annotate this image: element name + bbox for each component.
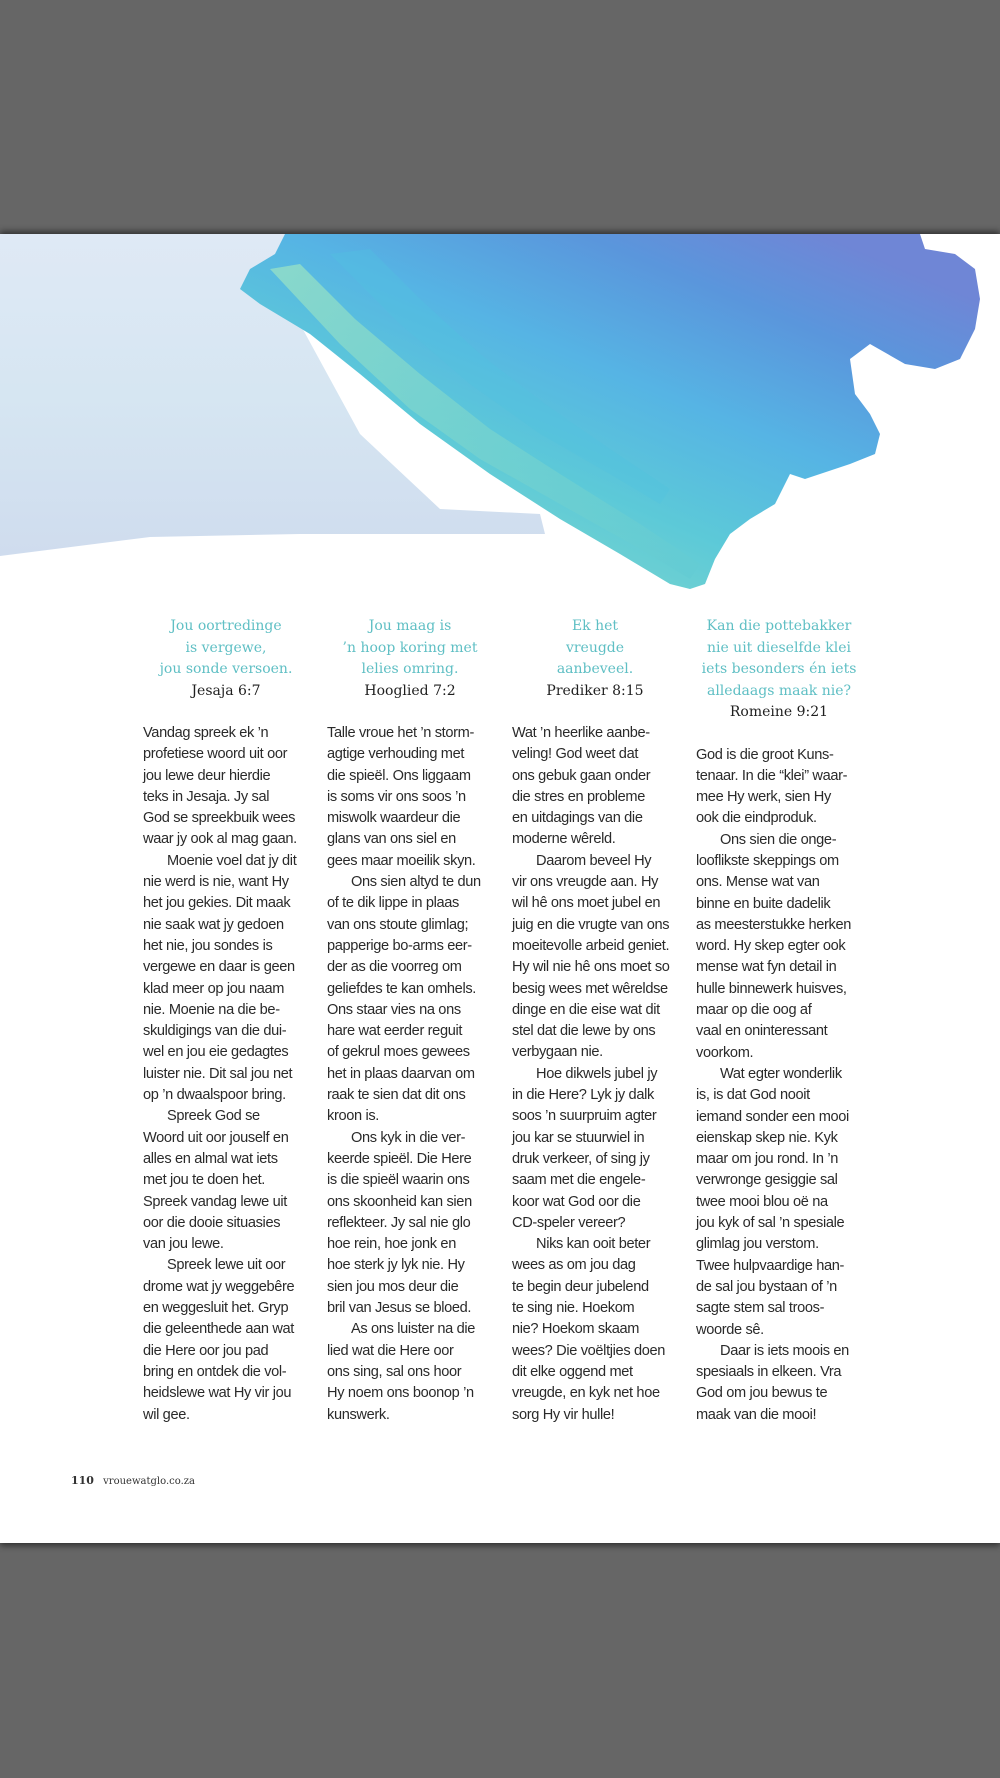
body-line: Wat egter wonderlik <box>720 1065 842 1082</box>
body-line: glimlag jou verstom. <box>696 1236 819 1253</box>
body-line: raak te sien dat dit ons <box>327 1087 466 1104</box>
body-line: hoe rein, hoe jonk en <box>327 1236 456 1253</box>
body-line: Daar is iets moois en <box>720 1342 849 1359</box>
body-line: vaal en oninteressant <box>696 1023 828 1040</box>
body-line: As ons luister na die <box>351 1321 476 1338</box>
quote-line: alledaags maak nie? <box>706 682 852 699</box>
scripture-reference: Prediker 8:15 <box>546 682 644 699</box>
body-line: moeitevolle arbeid geniet. <box>512 937 670 954</box>
body-line: veling! God weet dat <box>512 746 639 763</box>
body-line: soos ’n suurpruim agter <box>512 1108 657 1125</box>
body-line: voorkom. <box>696 1044 754 1061</box>
page-number: 110 <box>71 1474 94 1487</box>
body-line: drome wat jy weggebêre <box>143 1278 295 1295</box>
body-line: God se spreekbuik wees <box>143 810 296 827</box>
body-line: dinge en die eise wat dit <box>512 1001 660 1018</box>
devotion-column-1 <box>143 616 309 1426</box>
body-line: die Here oor jou pad <box>143 1342 269 1359</box>
body-line: Ons sien altyd te dun <box>351 874 481 891</box>
body-line: lied wat die Here oor <box>327 1342 454 1359</box>
body-line: Daarom beveel Hy <box>536 852 652 869</box>
body-line: ons sing, sal ons hoor <box>327 1363 462 1380</box>
body-line: en uitdagings van die <box>512 810 643 827</box>
body-line: oor die dooie situasies <box>143 1214 281 1231</box>
body-line: twee mooi blou oë na <box>696 1193 828 1210</box>
devotion-column-2 <box>327 616 493 1426</box>
body-line: van ons stoute glimlag; <box>327 916 469 933</box>
body-line: Ons kyk in die ver- <box>351 1129 466 1146</box>
body-line: woorde sê. <box>696 1321 764 1338</box>
devotion-body <box>696 745 862 1427</box>
body-line: Wat ’n heerlike aanbe- <box>512 725 650 741</box>
body-line: jou lewe deur hierdie <box>143 767 271 784</box>
body-line: maak van die mooi! <box>696 1406 817 1423</box>
body-line: teks in Jesaja. Jy sal <box>143 788 270 805</box>
body-line: nie werd is nie, want Hy <box>143 874 289 891</box>
body-line: die spieël. Ons liggaam <box>327 767 471 784</box>
body-line: en weggesluit het. Gryp <box>143 1300 289 1317</box>
body-line: kunswerk. <box>327 1406 390 1423</box>
body-line: papperige bo-arms eer- <box>327 937 472 954</box>
devotion-body <box>512 723 678 1426</box>
body-line: heidslewe wat Hy vir jou <box>143 1385 292 1402</box>
body-line: CD-speler vereer? <box>512 1214 626 1231</box>
body-line: te sing nie. Hoekom <box>512 1300 635 1317</box>
body-line: Spreek vandag lewe uit <box>143 1193 288 1210</box>
body-line: Ons sien die onge- <box>720 831 837 848</box>
scripture-reference: Hooglied 7:2 <box>364 682 456 699</box>
body-line: het jou gekies. Dit maak <box>143 895 291 912</box>
quote-line: jou sonde versoen. <box>159 661 293 677</box>
body-line: Spreek God se <box>167 1108 260 1125</box>
quote-line: Jou oortredinge <box>170 618 282 634</box>
body-line: in die Here? Lyk jy dalk <box>512 1087 654 1104</box>
body-line: hulle binnewerk huisves, <box>696 980 847 997</box>
body-line: God om jou bewus te <box>696 1385 828 1402</box>
body-line: luister nie. Dit sal jou net <box>143 1065 293 1082</box>
body-line: keerde spieël. Die Here <box>327 1150 472 1167</box>
body-line: besig wees met wêreldse <box>512 980 668 997</box>
body-line: koor wat God oor die <box>512 1193 641 1210</box>
body-line: Hoe dikwels jubel jy <box>536 1065 658 1082</box>
body-line: as meesterstukke herken <box>696 916 851 933</box>
website-link[interactable]: vrouewatglo.co.za <box>103 1476 195 1487</box>
devotion-column-4 <box>696 616 862 1426</box>
body-line: Vandag spreek ek ’n <box>143 725 269 741</box>
body-line: wel en jou eie gedagtes <box>143 1044 289 1061</box>
body-line: Woord uit oor jouself en <box>143 1129 289 1146</box>
body-line: tenaar. In die “klei” waar- <box>696 767 848 784</box>
body-line: skuldigings van die dui- <box>143 1023 287 1040</box>
body-line: die stres en probleme <box>512 788 645 805</box>
body-line: agtige verhouding met <box>327 746 465 763</box>
body-line: is, is dat God nooit <box>696 1087 810 1104</box>
body-line: vreugde, en kyk net hoe <box>512 1385 660 1402</box>
body-line: kroon is. <box>327 1108 380 1125</box>
quote-line: iets besonders én iets <box>701 661 857 677</box>
body-line: bril van Jesus se bloed. <box>327 1300 472 1317</box>
body-line: ook die eindproduk. <box>696 810 817 827</box>
scripture-quote <box>512 616 678 681</box>
body-line: nie? Hoekom skaam <box>512 1321 640 1338</box>
body-line: moderne wêreld. <box>512 831 616 848</box>
body-line: looflikste skeppings om <box>696 852 839 869</box>
body-line: iemand sonder een mooi <box>696 1108 849 1125</box>
scripture-reference: Romeine 9:21 <box>729 704 829 720</box>
body-line: of te dik lippe in plaas <box>327 895 459 912</box>
quote-line: nie uit dieselfde klei <box>706 639 852 656</box>
scripture-quote <box>696 616 862 702</box>
body-line: reflekteer. Jy sal nie glo <box>327 1214 471 1231</box>
body-line: nie. Moenie na die be- <box>143 1001 280 1018</box>
body-line: het nie, jou sondes is <box>143 937 273 954</box>
quote-line: vreugde <box>565 639 625 656</box>
scripture-quote <box>327 616 493 681</box>
quote-line: is vergewe, <box>185 639 267 656</box>
body-line: mense wat fyn detail in <box>696 959 837 976</box>
body-line: alles en almal wat iets <box>143 1150 278 1167</box>
body-line: jou kar se stuurwiel in <box>512 1129 645 1146</box>
body-line: bring en ontdek die vol- <box>143 1363 287 1380</box>
body-line: Ons staar vies na ons <box>327 1001 461 1018</box>
body-line: de sal jou bystaan of ’n <box>696 1278 837 1295</box>
body-line: is die spieël waarin ons <box>327 1172 470 1189</box>
body-line: ons skoonheid kan sien <box>327 1193 472 1210</box>
quote-line: Jou maag is <box>368 618 452 634</box>
body-line: ons. Mense wat van <box>696 874 820 891</box>
devotion-body <box>327 723 493 1426</box>
scripture-reference: Jesaja 6:7 <box>191 682 261 699</box>
body-line: geliefdes te kan omhels. <box>327 980 476 997</box>
body-line: te begin deur jubelend <box>512 1278 649 1295</box>
body-line: der as die voorreg om <box>327 959 462 976</box>
body-line: het in plaas daarvan om <box>327 1065 475 1082</box>
devotion-body <box>143 723 309 1426</box>
body-line: verwronge gesiggie sal <box>696 1172 838 1189</box>
body-line: op ’n dwaalspoor bring. <box>143 1087 286 1104</box>
body-line: wees? Die voëltjies doen <box>512 1342 666 1359</box>
body-line: is soms vir ons soos ’n <box>327 788 466 805</box>
body-line: Talle vroue het ’n storm- <box>327 725 474 741</box>
quote-line: aanbeveel. <box>556 661 634 677</box>
body-line: maar op die oog af <box>696 1002 812 1019</box>
body-line: stel dat die lewe by ons <box>512 1023 656 1040</box>
body-line: word. Hy skep egter ook <box>696 938 846 955</box>
body-line: klad meer op jou naam <box>143 980 285 997</box>
body-line: hare wat eerder reguit <box>327 1023 463 1040</box>
body-line: of gekrul moes gewees <box>327 1044 470 1061</box>
body-line: wil gee. <box>143 1406 190 1423</box>
quote-line: Ek het <box>571 618 619 634</box>
body-line: Moenie voel dat jy dit <box>167 852 297 869</box>
body-line: eienskap skep nie. Kyk <box>696 1129 838 1146</box>
body-line: dit elke oggend met <box>512 1363 633 1380</box>
quote-line: Kan die pottebakker <box>706 618 852 634</box>
body-line: maar om jou rond. In ’n <box>696 1151 839 1168</box>
body-line: Niks kan ooit beter <box>536 1236 651 1253</box>
body-line: waar jy ook al mag gaan. <box>143 831 297 848</box>
body-line: vir ons vreugde aan. Hy <box>512 874 659 891</box>
body-line: sagte stem sal troos- <box>696 1300 825 1317</box>
body-line: glans van ons siel en <box>327 831 456 848</box>
scripture-quote <box>143 616 309 681</box>
body-line: met jou te doen het. <box>143 1172 265 1189</box>
body-line: spesiaals in elkeen. Vra <box>696 1364 842 1381</box>
body-line: Spreek lewe uit oor <box>167 1257 286 1274</box>
quote-line: lelies omring. <box>361 661 459 677</box>
body-line: sorg Hy vir hulle! <box>512 1406 615 1423</box>
body-line: vergewe en daar is geen <box>143 959 295 976</box>
body-line: mee Hy werk, sien Hy <box>696 789 831 806</box>
body-line: profetiese woord uit oor <box>143 746 288 763</box>
body-line: binne en buite dadelik <box>696 895 831 912</box>
body-line: miswolk waardeur die <box>327 810 461 827</box>
quote-line: ’n hoop koring met <box>342 639 478 656</box>
body-line: wil hê ons moet jubel en <box>512 895 661 912</box>
body-line: druk verkeer, of sing jy <box>512 1150 650 1167</box>
body-line: van jou lewe. <box>143 1236 224 1253</box>
body-line: gees maar moeilik skyn. <box>327 852 476 869</box>
body-line: wees as om jou dag <box>512 1257 636 1274</box>
watercolor-banner <box>0 234 1000 594</box>
devotion-column-3 <box>512 616 678 1426</box>
body-line: God is die groot Kuns- <box>696 746 834 763</box>
body-line: Hy wil nie hê ons moet so <box>512 959 670 976</box>
body-line: hoe sterk jy lyk nie. Hy <box>327 1257 465 1274</box>
body-line: juig en die vrugte van ons <box>512 916 670 933</box>
body-line: Twee hulpvaardige han- <box>696 1257 845 1274</box>
magazine-page <box>0 234 1000 1543</box>
body-line: jou kyk of sal ’n spesiale <box>696 1215 845 1232</box>
blue-wash-shape <box>240 234 980 589</box>
body-line: Hy noem ons boonop ’n <box>327 1385 474 1402</box>
body-line: sien jou mos deur die <box>327 1278 459 1295</box>
body-line: die geleenthede aan wat <box>143 1321 294 1338</box>
body-line: saam met die engele- <box>512 1172 646 1189</box>
page-footer <box>71 1474 195 1487</box>
body-line: verbygaan nie. <box>512 1044 603 1061</box>
body-line: nie saak wat jy gedoen <box>143 916 284 933</box>
body-line: ons gebuk gaan onder <box>512 767 651 784</box>
